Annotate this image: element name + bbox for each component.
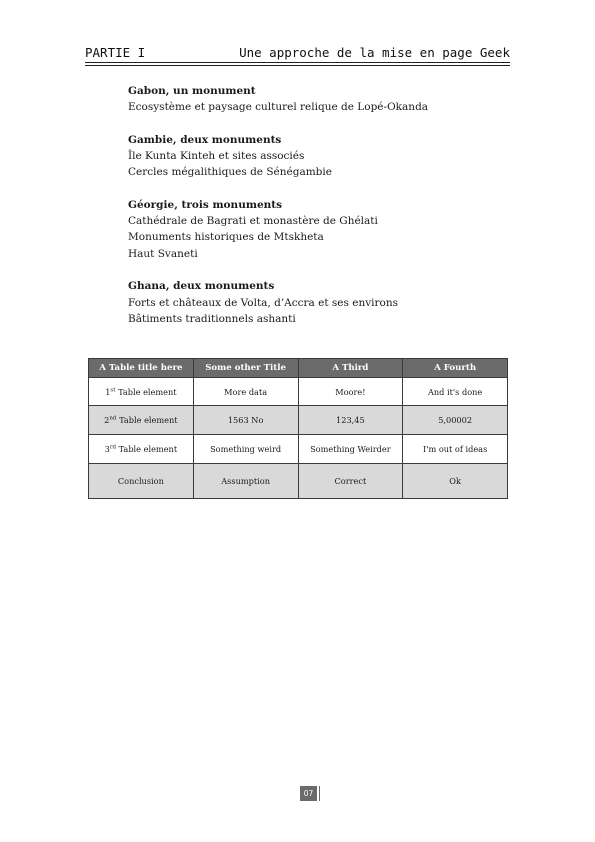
table-cell: Ok	[403, 464, 508, 499]
data-table	[88, 358, 508, 499]
table-cell: Something weird	[193, 435, 298, 464]
ordinal-suffix: nd	[109, 415, 117, 422]
header-rule-top	[85, 62, 510, 63]
table-cell	[89, 464, 194, 499]
monument-item: Ecosystème et paysage culturel relique de Lopé-Okanda	[128, 101, 429, 114]
header-rule-bottom	[85, 65, 510, 66]
monument-item: Île Kunta Kinteh et sites associés	[128, 150, 305, 163]
column-header: A Third	[298, 359, 403, 378]
ordinal-number: 2	[104, 415, 110, 425]
table-cell	[89, 435, 194, 464]
running-header	[85, 45, 510, 61]
monument-item: Haut Svaneti	[128, 247, 198, 260]
table-cell: Moore!	[298, 378, 403, 406]
table-cell: 1563 No	[193, 406, 298, 435]
monument-item: Cathédrale de Bagrati et monastère de Ghélati	[128, 215, 378, 228]
section-title: Ghana, deux monuments	[128, 280, 275, 293]
table-row	[89, 464, 508, 499]
section-gambie	[128, 132, 488, 181]
table-cell: 123,45	[298, 406, 403, 435]
table-row	[89, 406, 508, 435]
row-label: Table element	[118, 444, 178, 454]
row-label: Table element	[118, 386, 177, 397]
table-cell: More data	[193, 378, 298, 406]
section-title: Géorgie, trois monuments	[128, 199, 283, 212]
table-row	[89, 435, 508, 464]
ordinal-suffix: st	[110, 386, 116, 393]
ordinal-number: 3	[104, 444, 110, 454]
section-title: Gambie, deux monuments	[128, 133, 282, 146]
column-header: A Table title here	[89, 359, 194, 378]
page-number: 07	[300, 786, 317, 801]
monument-item: Forts et châteaux de Volta, d’Accra et ses environs	[128, 296, 398, 309]
header-part-label: PARTIE I	[85, 45, 146, 60]
section-georgie	[128, 197, 488, 262]
column-header: Some other Title	[193, 359, 298, 378]
section-ghana	[128, 278, 488, 327]
table-row	[89, 378, 508, 406]
column-header: A Fourth	[403, 359, 508, 378]
ordinal-suffix: rd	[109, 444, 116, 451]
table-cell: Correct	[298, 464, 403, 499]
page-number-marker	[319, 786, 320, 801]
table-cell	[89, 378, 194, 406]
row-label: Conclusion	[117, 476, 164, 486]
section-title: Gabon, un monument	[128, 85, 256, 97]
table-cell: Something Weirder	[298, 435, 403, 464]
table-cell: Assumption	[193, 464, 298, 499]
ordinal-number: 1	[105, 386, 111, 397]
country-sections	[128, 83, 488, 343]
table-cell	[89, 406, 194, 435]
table-cell: I'm out of ideas	[403, 435, 508, 464]
row-label: Table element	[119, 415, 178, 425]
monument-item: Cercles mégalithiques de Sénégambie	[128, 166, 332, 179]
table-cell: And it's done	[403, 378, 508, 406]
header-chapter-title: Une approche de la mise en page Geek	[239, 45, 510, 60]
table-cell: 5,00002	[403, 406, 508, 435]
table-header-row	[89, 359, 508, 378]
monument-item: Monuments historiques de Mtskheta	[128, 231, 324, 244]
monument-item: Bâtiments traditionnels ashanti	[128, 312, 296, 325]
section-gabon	[128, 83, 488, 115]
